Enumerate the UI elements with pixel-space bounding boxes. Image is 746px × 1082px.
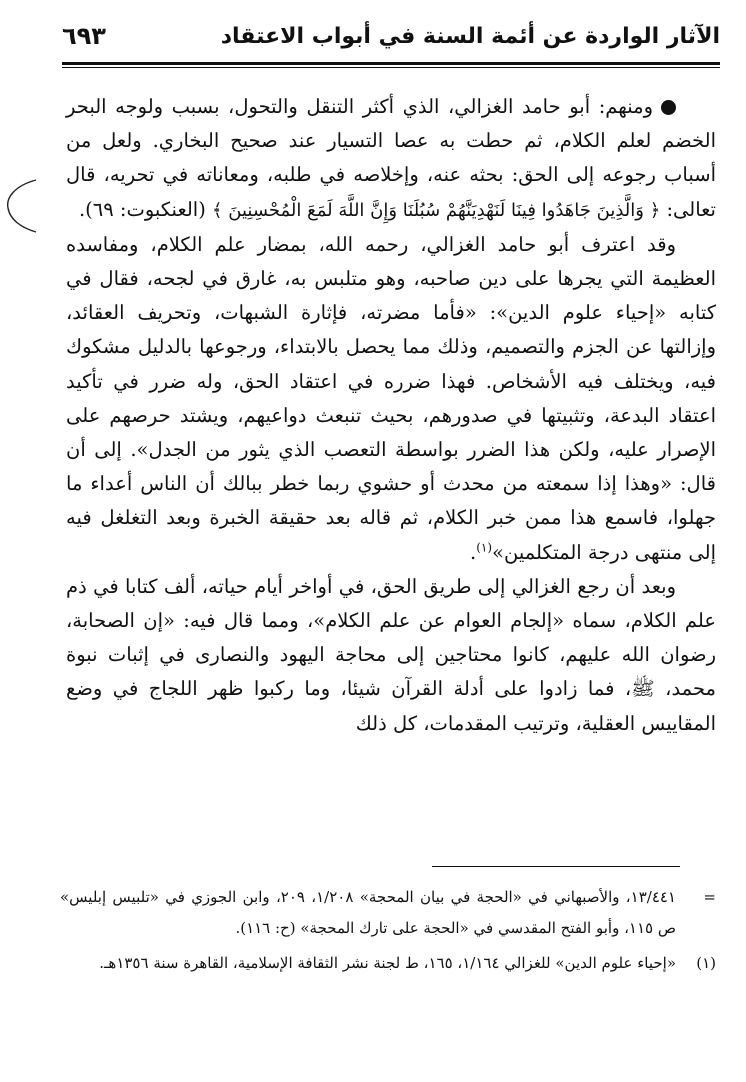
quran-verse: ﴿ وَالَّذِينَ جَاهَدُوا فِينَا لَنَهْدِيَنَّهُمْ سُبُلَنَا وَإِنَّ اللَّهَ لَمَعَ الْمُحْسِنِينَ ﴾ [212,199,661,221]
footnote-text: ١٣/٤٤١، والأصبهاني في «الحجة في بيان المحجة» ١/٢٠٨، ٢٠٩، وابن الجوزي في «تلبيس إبليس» ص ١١٥، وأبو الفتح المقدسي في «الحجة على تارك المحجة» (ح: ١١٦). [60,888,676,937]
main-text [66,90,716,741]
paragraph-3 [66,570,716,741]
footnote-marker: (١) [696,954,716,972]
page-number: ٦٩٣ [62,22,106,50]
paragraph-3-text: وبعد أن رجع الغزالي إلى طريق الحق، في أواخر أيام حياته، ألف كتابا في ذم علم الكلام، سماه «إلجام العوام عن علم الكلام»، ومما قال فيه: «إن الصحابة، رضوان الله عليهم، كانوا محتاجين إلى محاجة اليهود والنصارى في إثبات نبوة محمد، ﷺ، فما زادوا على أدلة القرآن شيئا، وما ركبوا ظهر اللجاج في وضع المقاييس العقلية، وترتيب المقدمات، كل ذلك [66,574,716,735]
bullet-icon [661,100,676,115]
footnote-continued [60,882,716,944]
footnote-reference: (١) [476,540,493,555]
running-header [62,18,720,58]
footnotes [60,882,716,979]
paragraph-1-text: ومنهم: أبو حامد الغزالي، الذي أكثر التنقل والتحول، بسبب ولوجه البحر الخضم لعلم الكلام، ثم حطت به عصا التسيار عند صحيح البخاري. ولعل من أسباب رجوعه إلى الحق: بحثه عنه، وإخلاصه في طلبه، ومعاناته في تحريه، قال تعالى: [66,95,716,221]
paragraph-1 [66,90,716,228]
paragraph-2 [66,228,716,570]
margin-bracket-mark [2,178,38,234]
paragraph-2-end: . [470,540,477,564]
footnote-separator [432,866,680,867]
paragraph-2-text: وقد اعترف أبو حامد الغزالي، رحمه الله، بمضار علم الكلام، ومفاسده العظيمة التي يجرها على دين صاحبه، وهو متلبس به، غارق في لجحه، فقال في كتابه «إحياء علوم الدين»: «فأما مضرته، فإثارة الشبهات، وتحريف العقائد، وإزالتها عن الجزم والتصميم، وذلك مما يحصل بالابتداء، ورجوعها بالدليل مشكوك فيه، ويختلف فيه الأشخاص. فهذا ضرره في اعتقاد الحق، وله ضرر في تأكيد اعتقاد البدعة، وتثبيتها في صدورهم، بحيث تنبعث دواعيهم، ويشتد حرصهم على الإصرار عليه، ولكن هذا الضرر بواسطة التعصب الذي يثور من الجدل». إلى أن قال: «وهذا إذا سمعته من محدث أو حشوي ربما خطر ببالك أن الناس أعداء ما جهلوا، فاسمع هذا ممن خبر الكلام، ثم قاله بعد حقيقة الخبرة وبعد التغلغل فيه إلى منتهى درجة المتكلمين» [66,232,716,564]
header-rule-thin [62,67,720,68]
quran-reference: (العنكبوت: ٦٩). [78,197,213,221]
footnote-text: «إحياء علوم الدين» للغزالي ١/١٦٤، ١٦٥، ط لجنة نشر الثقافة الإسلامية، القاهرة سنة ١٣٥٦هـ. [99,954,676,972]
footnote-marker: = [703,888,716,906]
header-rule [62,62,720,65]
running-header-title: الآثار الواردة عن أئمة السنة في أبواب الاعتقاد [220,24,720,49]
footnote-1 [60,948,716,979]
